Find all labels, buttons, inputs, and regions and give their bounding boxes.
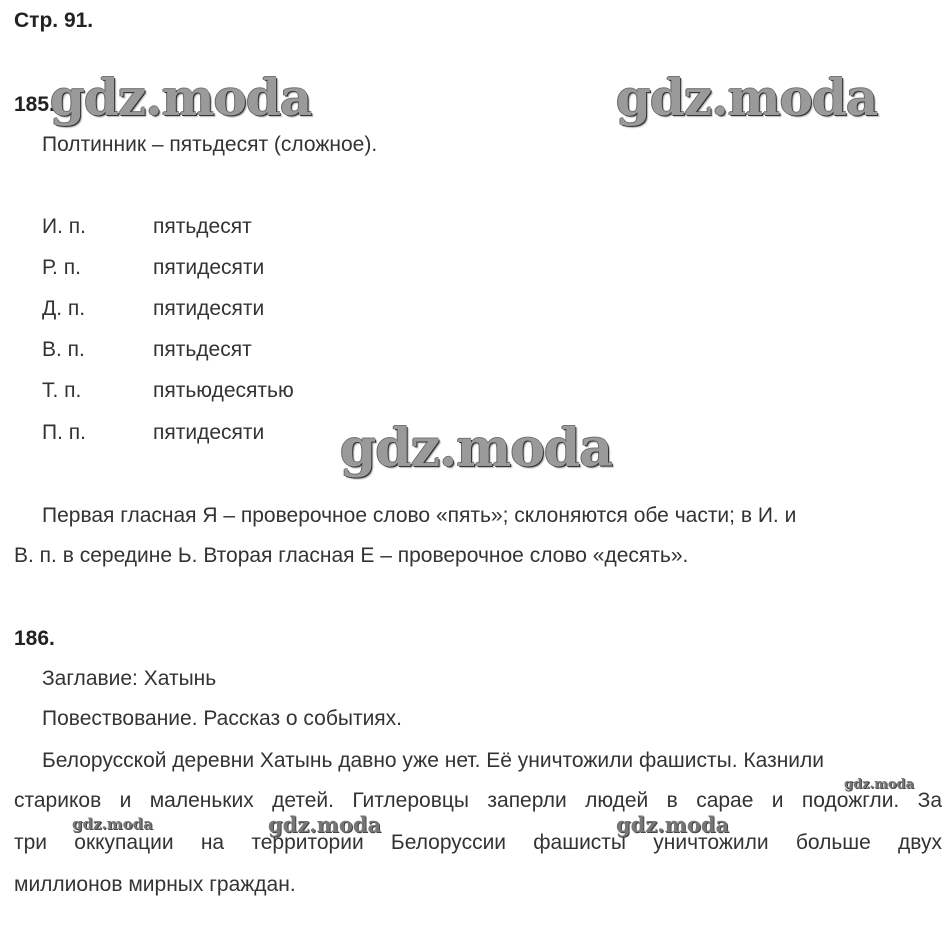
- watermark-logo: gdz.moda: [340, 418, 613, 479]
- case-form: пятидесяти: [153, 297, 265, 320]
- case-label: Р. п.: [42, 256, 81, 279]
- exercise-185-explanation-line1: Первая гласная Я – проверочное слово «пять»; склоняются обе части; в И. и: [42, 504, 797, 527]
- case-form: пятьдесят: [153, 215, 252, 238]
- case-label: Т. п.: [42, 379, 82, 402]
- watermark-logo: gdz.moda: [50, 68, 312, 127]
- exercise-186-number: 186.: [14, 627, 55, 650]
- case-label: И. п.: [42, 215, 86, 238]
- case-label: П. п.: [42, 421, 86, 444]
- exercise-186-text-line: три оккупации на территории Белоруссии фашисты уничтожили больше двух: [14, 831, 942, 854]
- exercise-185-intro: Полтинник – пятьдесят (сложное).: [42, 133, 378, 156]
- case-form: пятидесяти: [153, 421, 265, 444]
- watermark-logo: gdz.moda: [72, 815, 153, 833]
- watermark-logo: gdz.moda: [616, 68, 878, 127]
- case-label: В. п.: [42, 338, 85, 361]
- case-form: пятидесяти: [153, 256, 265, 279]
- watermark-logo: gdz.moda: [844, 777, 915, 792]
- exercise-185-explanation-line2: В. п. в середине Ь. Вторая гласная Е – проверочное слово «десять».: [14, 544, 689, 567]
- exercise-186-text-line: миллионов мирных граждан.: [14, 873, 296, 896]
- case-label: Д. п.: [42, 297, 86, 320]
- exercise-186-text-line: Белорусской деревни Хатынь давно уже нет. Её уничтожили фашисты. Казнили: [42, 749, 825, 772]
- page-header: Стр. 91.: [14, 9, 94, 32]
- exercise-186-title: Заглавие: Хатынь: [42, 667, 217, 690]
- exercise-186-type: Повествование. Рассказ о событиях.: [42, 707, 403, 730]
- case-form: пятьюдесятью: [153, 379, 294, 402]
- case-form: пятьдесят: [153, 338, 252, 361]
- exercise-186-text-line: стариков и маленьких детей. Гитлеровцы заперли людей в сарае и подожгли. За: [14, 789, 942, 812]
- exercise-185-number: 185.: [14, 93, 55, 116]
- watermark-logo: gdz.moda: [616, 812, 730, 837]
- watermark-logo: gdz.moda: [268, 812, 382, 837]
